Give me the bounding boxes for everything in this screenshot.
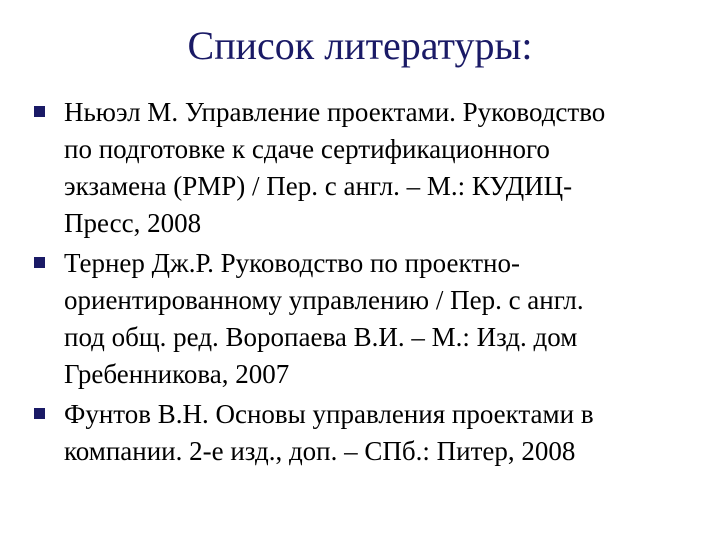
reference-line: Пресс, 2008 <box>64 208 202 238</box>
reference-list <box>34 94 716 473</box>
reference-line: ориентированному управлению / Пер. с англ. <box>64 285 584 315</box>
reference-line: компании. 2-е изд., доп. – СПб.: Питер, 2008 <box>64 436 576 466</box>
square-bullet-icon <box>34 257 45 268</box>
reference-line: Ньюэл М. Управление проектами. Руководство <box>64 97 606 127</box>
reference-item <box>34 245 716 393</box>
reference-line: Фунтов В.Н. Основы управления проектами в <box>64 399 594 429</box>
reference-line: под общ. ред. Воропаева В.И. – М.: Изд. дом <box>64 322 578 352</box>
reference-item <box>34 94 716 242</box>
slide-title: Список литературы: <box>187 23 533 68</box>
square-bullet-icon <box>34 408 45 419</box>
square-bullet-icon <box>34 106 45 117</box>
reference-text <box>64 245 716 393</box>
reference-line: Гребенникова, 2007 <box>64 359 290 389</box>
reference-text <box>64 94 716 242</box>
reference-line: по подготовке к сдаче сертификационного <box>64 134 550 164</box>
reference-text <box>64 396 716 470</box>
reference-item <box>34 396 716 470</box>
reference-line: Тернер Дж.Р. Руководство по проектно- <box>64 248 520 278</box>
reference-line: экзамена (PMP) / Пер. с англ. – М.: КУДИЦ- <box>64 171 573 201</box>
